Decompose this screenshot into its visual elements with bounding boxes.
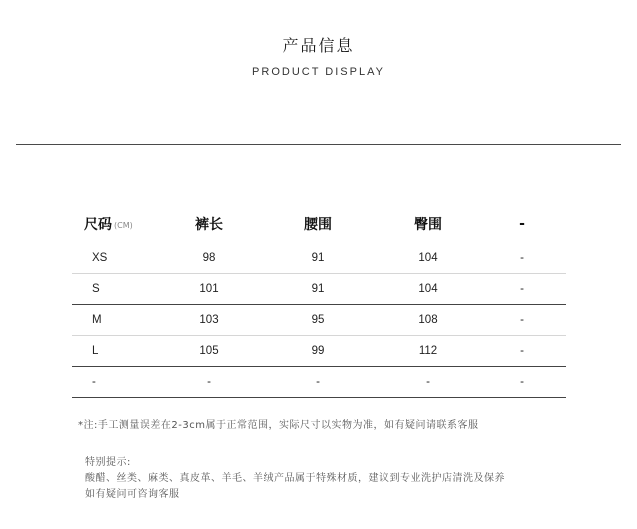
table-cell: M — [72, 305, 160, 336]
table-row — [72, 274, 566, 305]
table-cell: - — [478, 305, 566, 336]
column-header-extra: - — [519, 216, 525, 232]
measurement-note: *注:手工测量误差在2-3cm属于正常范围，实际尺寸以实物为准，如有疑问请联系客服 — [78, 420, 479, 431]
table-cell: - — [478, 239, 566, 274]
table-cell: 112 — [378, 336, 478, 367]
column-header-unit: (CM) — [114, 221, 133, 230]
table-cell: - — [478, 336, 566, 367]
page-header — [0, 36, 637, 78]
special-notice — [85, 455, 505, 503]
special-notice-line: 酸醋、丝类、麻类、真皮革、羊毛、羊绒产品属于特殊材质，建议到专业洗护店清洗及保养 — [85, 473, 505, 484]
column-header-label: 尺码 — [84, 217, 112, 233]
table-cell: 104 — [378, 274, 478, 305]
table-row — [72, 367, 566, 398]
table-cell: 103 — [160, 305, 258, 336]
table-cell: - — [72, 367, 160, 398]
size-table — [72, 209, 566, 398]
page-subtitle: PRODUCT DISPLAY — [252, 66, 385, 78]
table-cell: - — [160, 367, 258, 398]
table-cell: 108 — [378, 305, 478, 336]
table-cell: 99 — [258, 336, 378, 367]
column-header-hip: 臀围 — [414, 217, 442, 233]
table-cell: 104 — [378, 239, 478, 274]
header-divider — [16, 144, 621, 145]
table-row — [72, 305, 566, 336]
column-header-length: 裤长 — [195, 217, 223, 233]
column-header-size — [72, 209, 160, 239]
table-cell: - — [478, 274, 566, 305]
special-notice-line: 如有疑问可咨询客服 — [85, 489, 180, 500]
table-cell: - — [378, 367, 478, 398]
table-cell: 95 — [258, 305, 378, 336]
column-header-waist: 腰围 — [304, 217, 332, 233]
table-cell: L — [72, 336, 160, 367]
table-cell: - — [258, 367, 378, 398]
table-cell: S — [72, 274, 160, 305]
table-cell: 105 — [160, 336, 258, 367]
table-cell: 98 — [160, 239, 258, 274]
table-row — [72, 239, 566, 274]
page-title: 产品信息 — [282, 36, 355, 55]
table-cell: 91 — [258, 274, 378, 305]
special-notice-heading: 特别提示: — [85, 457, 131, 468]
table-cell: XS — [72, 239, 160, 274]
table-cell: 91 — [258, 239, 378, 274]
table-row — [72, 336, 566, 367]
table-header-row — [72, 209, 566, 239]
table-cell: 101 — [160, 274, 258, 305]
table-cell: - — [478, 367, 566, 398]
